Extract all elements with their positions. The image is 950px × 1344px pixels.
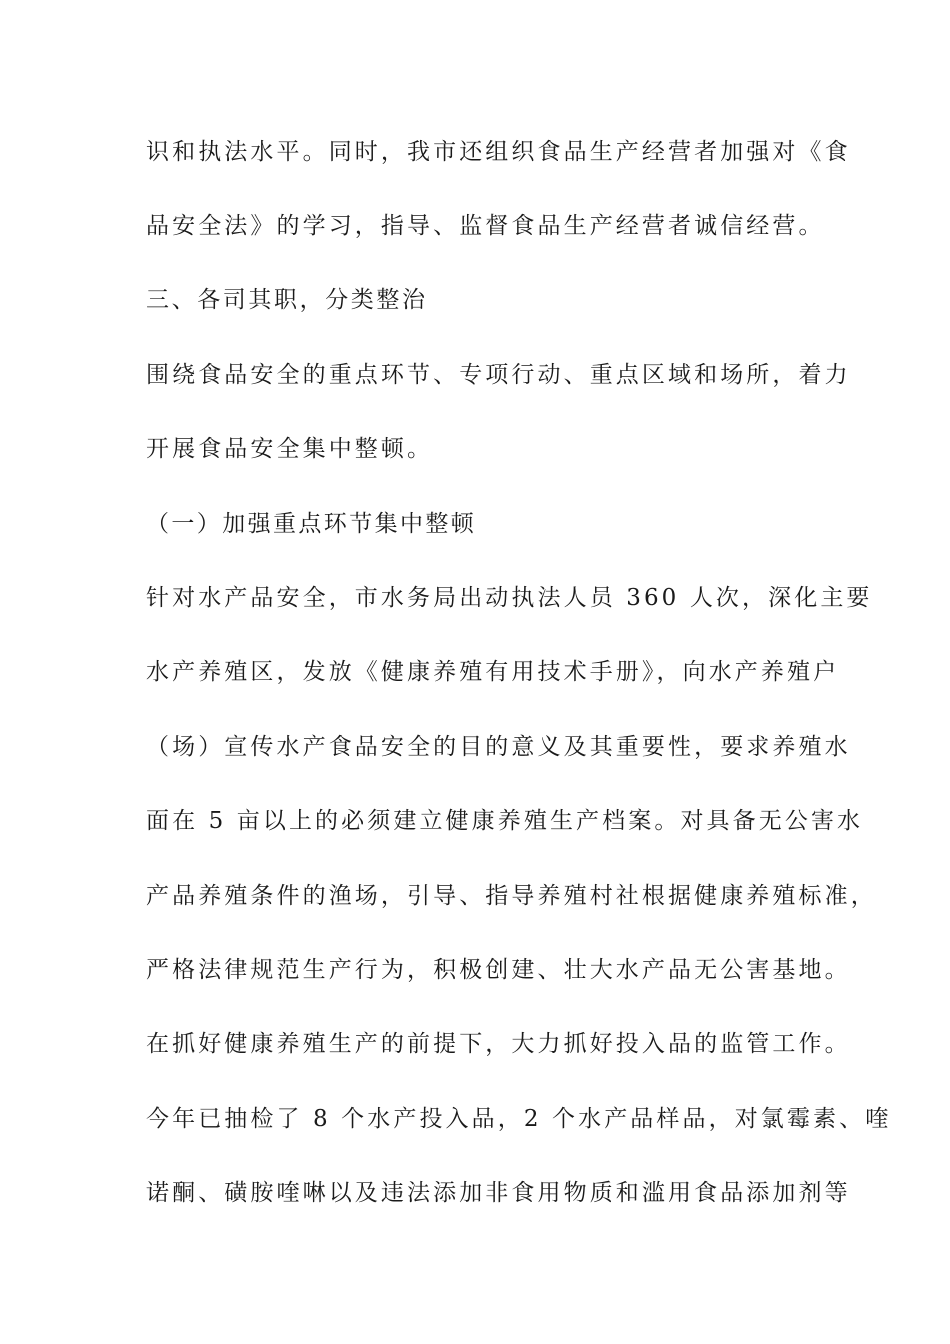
paragraph-line-11: 在抓好健康养殖生产的前提下，大力抓好投入品的监管工作。 (146, 1031, 851, 1057)
paragraph-line-1: 识和执法水平。同时，我市还组织食品生产经营者加强对《食 (146, 139, 851, 165)
paragraph-line-9: 产品养殖条件的渔场，引导、指导养殖村社根据健康养殖标准， (146, 883, 877, 909)
paragraph-line-5: 针对水产品安全，市水务局出动执法人员 360 人次，深化主要 (146, 585, 873, 611)
paragraph-line-4: 开展食品安全集中整顿。 (146, 436, 434, 462)
paragraph-line-6: 水产养殖区，发放《健康养殖有用技术手册》，向水产养殖户 (146, 659, 840, 685)
paragraph-line-12: 今年已抽检了 8 个水产投入品，2 个水产品样品，对氯霉素、喹 (146, 1106, 892, 1132)
subsection-heading: （一）加强重点环节集中整顿 (146, 511, 477, 537)
paragraph-line-3: 围绕食品安全的重点环节、专项行动、重点区域和场所，着力 (146, 362, 851, 388)
paragraph-line-7: （场）宣传水产食品安全的目的意义及其重要性，要求养殖水 (146, 734, 851, 760)
section-heading: 三、各司其职，分类整治 (146, 287, 428, 313)
paragraph-line-2: 品安全法》的学习，指导、监督食品生产经营者诚信经营。 (146, 213, 825, 239)
paragraph-line-10: 严格法律规范生产行为，积极创建、壮大水产品无公害基地。 (146, 957, 851, 983)
paragraph-line-8: 面在 5 亩以上的必须建立健康养殖生产档案。对具备无公害水 (146, 808, 864, 834)
paragraph-line-13: 诺酮、磺胺喹啉以及违法添加非食用物质和滥用食品添加剂等 (146, 1180, 851, 1206)
